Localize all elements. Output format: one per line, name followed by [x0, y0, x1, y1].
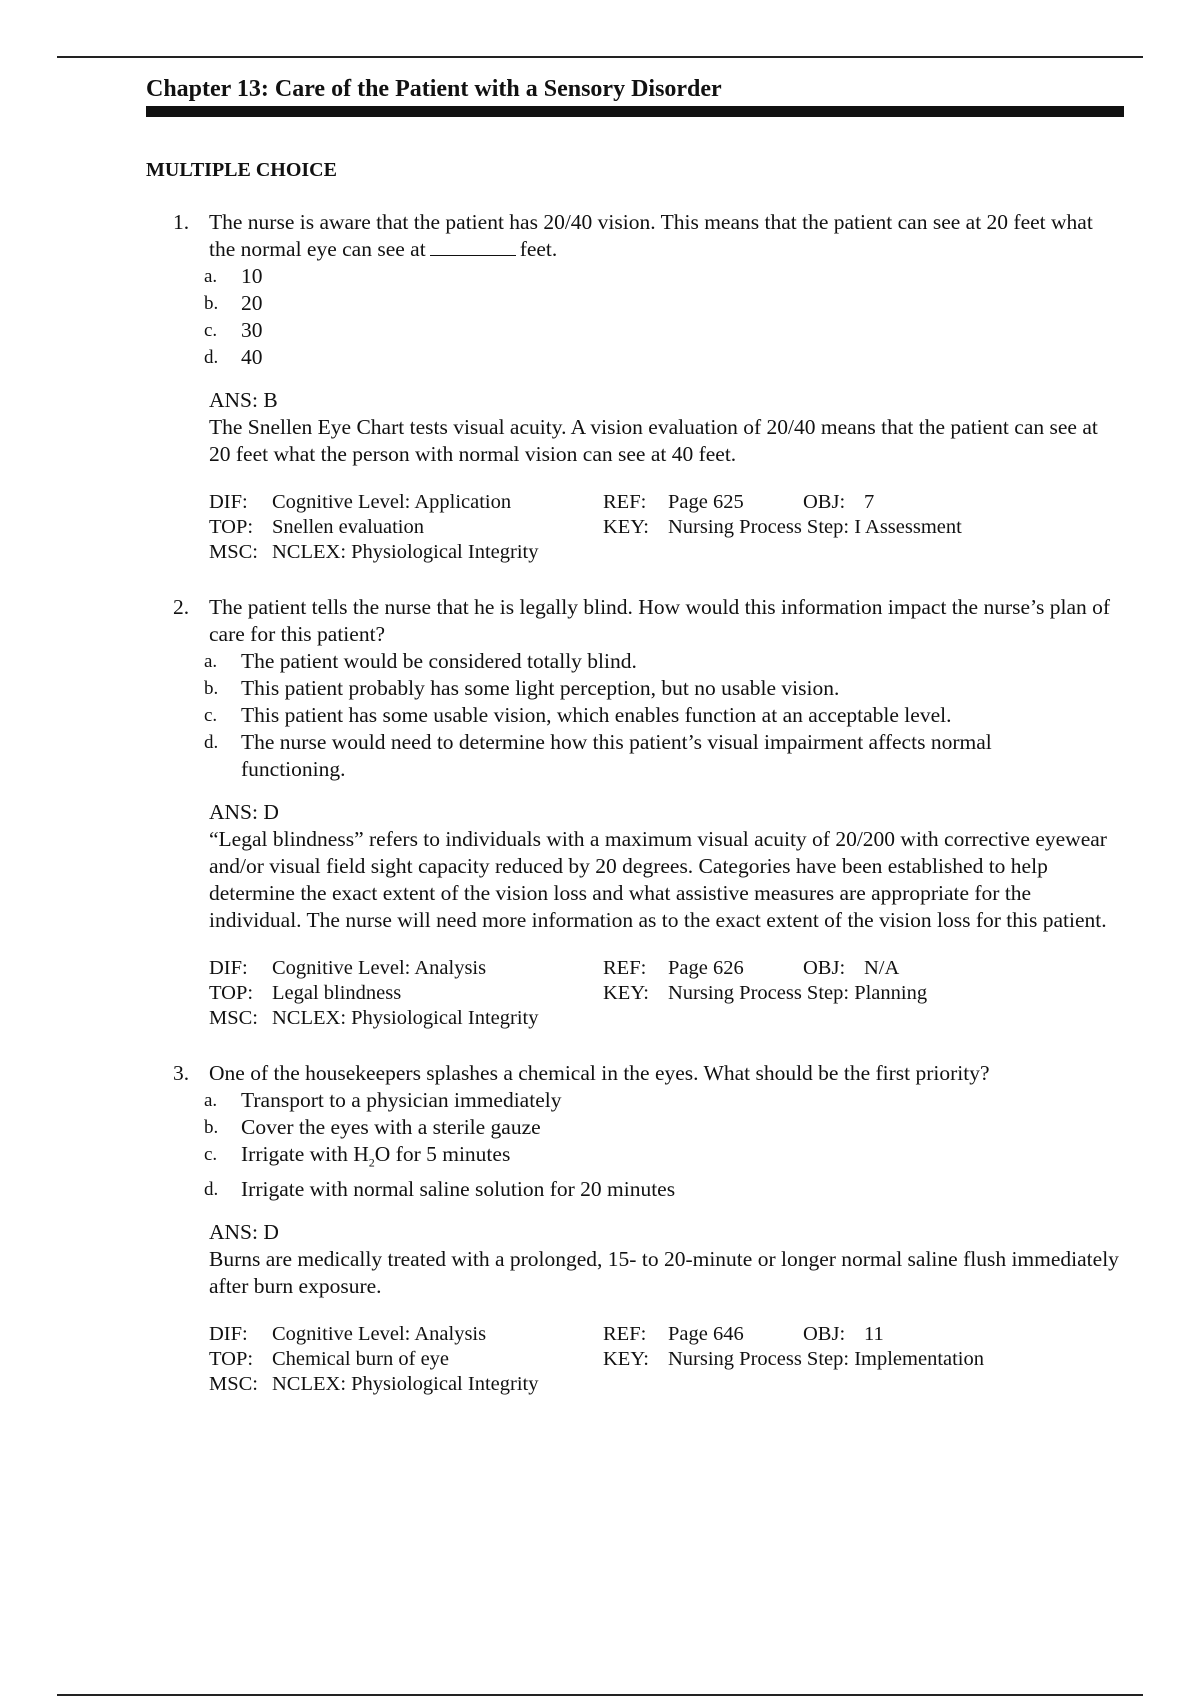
ref-label: REF:: [603, 1323, 647, 1346]
msc-label: MSC:: [209, 1373, 258, 1396]
dif-value: Cognitive Level: Analysis: [272, 957, 487, 979]
option-letter: d.: [204, 732, 219, 753]
top-value: Snellen evaluation: [272, 516, 424, 538]
answer-options: [146, 263, 1126, 371]
key-label: KEY:: [603, 516, 649, 538]
title-underline-bar: [146, 106, 1124, 117]
subscript-two: 2: [368, 1155, 375, 1170]
option-letter: b.: [204, 1117, 219, 1138]
option-b: [146, 675, 1081, 702]
option-text: Irrigate with normal saline solution for 20 minutes: [241, 1177, 676, 1202]
question-1: [146, 209, 1126, 568]
top-value: Legal blindness: [272, 982, 402, 1004]
option-d: [146, 344, 1081, 371]
bottom-page-rule: [57, 1694, 1143, 1696]
top-label: TOP:: [209, 516, 254, 538]
option-letter: a.: [204, 266, 218, 287]
option-text: Cover the eyes with a sterile gauze: [241, 1115, 541, 1139]
question-number: 2.: [173, 595, 190, 619]
option-letter: a.: [204, 1090, 218, 1111]
option-letter: d.: [204, 1179, 219, 1201]
option-text: 40: [241, 345, 263, 369]
dif-label: DIF:: [209, 957, 248, 979]
rationale: “Legal blindness” refers to individuals with a maximum visual acuity of 20/200 with corrective eyewear and/or visual field sight capacity reduced by 20 degrees. Categories have been established to help determine the exact extent of the vision loss and what assistive measures are appropriate for the individual. The nurse will need more information as to the exact extent of the vision loss for this patient.: [209, 827, 1107, 932]
option-letter: c.: [204, 705, 218, 726]
top-value: Chemical burn of eye: [272, 1348, 450, 1371]
document-content: [146, 74, 1126, 1400]
option-text: 10: [241, 264, 263, 288]
option-letter: b.: [204, 678, 219, 699]
ref-label: REF:: [603, 957, 647, 979]
option-text: 30: [241, 318, 263, 342]
option-text: The nurse would need to determine how this patient’s visual impairment affects normal functioning.: [241, 730, 992, 781]
meta-row: [209, 1347, 1119, 1372]
question-number: 3.: [173, 1061, 190, 1085]
obj-label: OBJ:: [803, 491, 846, 513]
question-stem: One of the housekeepers splashes a chemical in the eyes. What should be the first priority?: [209, 1061, 990, 1085]
obj-value: N/A: [864, 957, 900, 979]
obj-value: 7: [864, 491, 875, 513]
msc-value: NCLEX: Physiological Integrity: [272, 541, 539, 563]
option-b: [146, 1114, 1081, 1141]
ref-label: REF:: [603, 491, 647, 513]
option-text: This patient probably has some light perception, but no usable vision.: [241, 676, 840, 700]
option-d: [146, 1176, 1081, 1203]
option-text: Transport to a physician immediately: [241, 1088, 562, 1112]
option-a: [146, 263, 1081, 290]
obj-label: OBJ:: [803, 957, 846, 979]
chapter-title: Chapter 13: Care of the Patient with a Sensory Disorder: [146, 76, 722, 102]
option-a: [146, 1087, 1081, 1114]
option-text: The patient would be considered totally blind.: [241, 649, 637, 673]
option-a: [146, 648, 1081, 675]
msc-label: MSC:: [209, 1007, 258, 1029]
answer-options: [146, 1087, 1126, 1203]
question-3: [146, 1060, 1126, 1400]
meta-row: [209, 490, 1119, 515]
top-label: TOP:: [209, 1348, 254, 1371]
ref-value: Page 626: [668, 957, 744, 979]
key-label: KEY:: [603, 982, 649, 1004]
ref-value: Page 646: [668, 1323, 744, 1346]
meta-row: [209, 515, 1119, 540]
option-c: [146, 702, 1081, 729]
question-stem-part1: The nurse is aware that the patient has 20/40 vision. This means that the patient can see at 20 feet what the normal eye can see at: [209, 210, 1093, 261]
key-value: Nursing Process Step: Planning: [668, 982, 928, 1004]
question-2: [146, 594, 1126, 1034]
answer-key: ANS: B: [209, 388, 278, 412]
question-stem-part2: feet.: [519, 237, 558, 261]
rationale: The Snellen Eye Chart tests visual acuity. A vision evaluation of 20/40 means that the patient can see at 20 feet what the person with normal vision can see at 40 feet.: [209, 415, 1098, 466]
answer-options: [146, 648, 1126, 783]
option-letter: c.: [204, 1144, 218, 1165]
msc-value: NCLEX: Physiological Integrity: [272, 1373, 539, 1396]
meta-row: [209, 540, 1119, 565]
option-text: This patient has some usable vision, which enables function at an acceptable level.: [241, 703, 952, 727]
msc-value: NCLEX: Physiological Integrity: [272, 1007, 539, 1029]
meta-row: [209, 1006, 1119, 1031]
obj-label: OBJ:: [803, 1323, 846, 1346]
option-d: [146, 729, 1021, 783]
answer-key: ANS: D: [209, 800, 279, 824]
option-text: 20: [241, 291, 263, 315]
dif-label: DIF:: [209, 1323, 248, 1346]
meta-row: [209, 981, 1119, 1006]
dif-label: DIF:: [209, 491, 248, 513]
option-letter: c.: [204, 320, 218, 341]
top-label: TOP:: [209, 982, 254, 1004]
option-letter: b.: [204, 293, 219, 314]
obj-value: 11: [864, 1323, 884, 1346]
meta-row: [209, 1372, 1119, 1397]
ref-value: Page 625: [668, 491, 744, 513]
option-b: [146, 290, 1081, 317]
option-text-before: Irrigate with H: [241, 1142, 369, 1166]
option-c: [146, 317, 1081, 344]
key-value: Nursing Process Step: Implementation: [668, 1348, 984, 1371]
answer-block: [209, 799, 1119, 934]
option-letter: d.: [204, 347, 219, 368]
dif-value: Cognitive Level: Analysis: [272, 1323, 487, 1346]
question-number: 1.: [173, 210, 190, 234]
question-stem: The patient tells the nurse that he is legally blind. How would this information impact the nurse’s plan of care for this patient?: [209, 595, 1111, 646]
fill-in-blank: [430, 237, 516, 256]
answer-key: ANS: D: [209, 1220, 279, 1245]
question-metadata: [209, 490, 1119, 568]
question-metadata: [209, 1322, 1119, 1400]
option-letter: a.: [204, 651, 218, 672]
meta-row: [209, 956, 1119, 981]
option-c: [146, 1141, 1081, 1176]
top-page-rule: [57, 56, 1143, 58]
dif-value: Cognitive Level: Application: [272, 491, 512, 513]
key-label: KEY:: [603, 1348, 649, 1371]
meta-row: [209, 1322, 1119, 1347]
answer-block: [209, 1219, 1119, 1300]
answer-block: [209, 387, 1119, 468]
section-heading: MULTIPLE CHOICE: [146, 159, 337, 181]
rationale: Burns are medically treated with a prolonged, 15- to 20-minute or longer normal saline flush immediately after burn exposure.: [209, 1247, 1119, 1299]
key-value: Nursing Process Step: I Assessment: [668, 516, 962, 538]
question-metadata: [209, 956, 1119, 1034]
msc-label: MSC:: [209, 541, 258, 563]
question-stem: [209, 209, 1119, 263]
option-text-after: O for 5 minutes: [374, 1142, 511, 1166]
